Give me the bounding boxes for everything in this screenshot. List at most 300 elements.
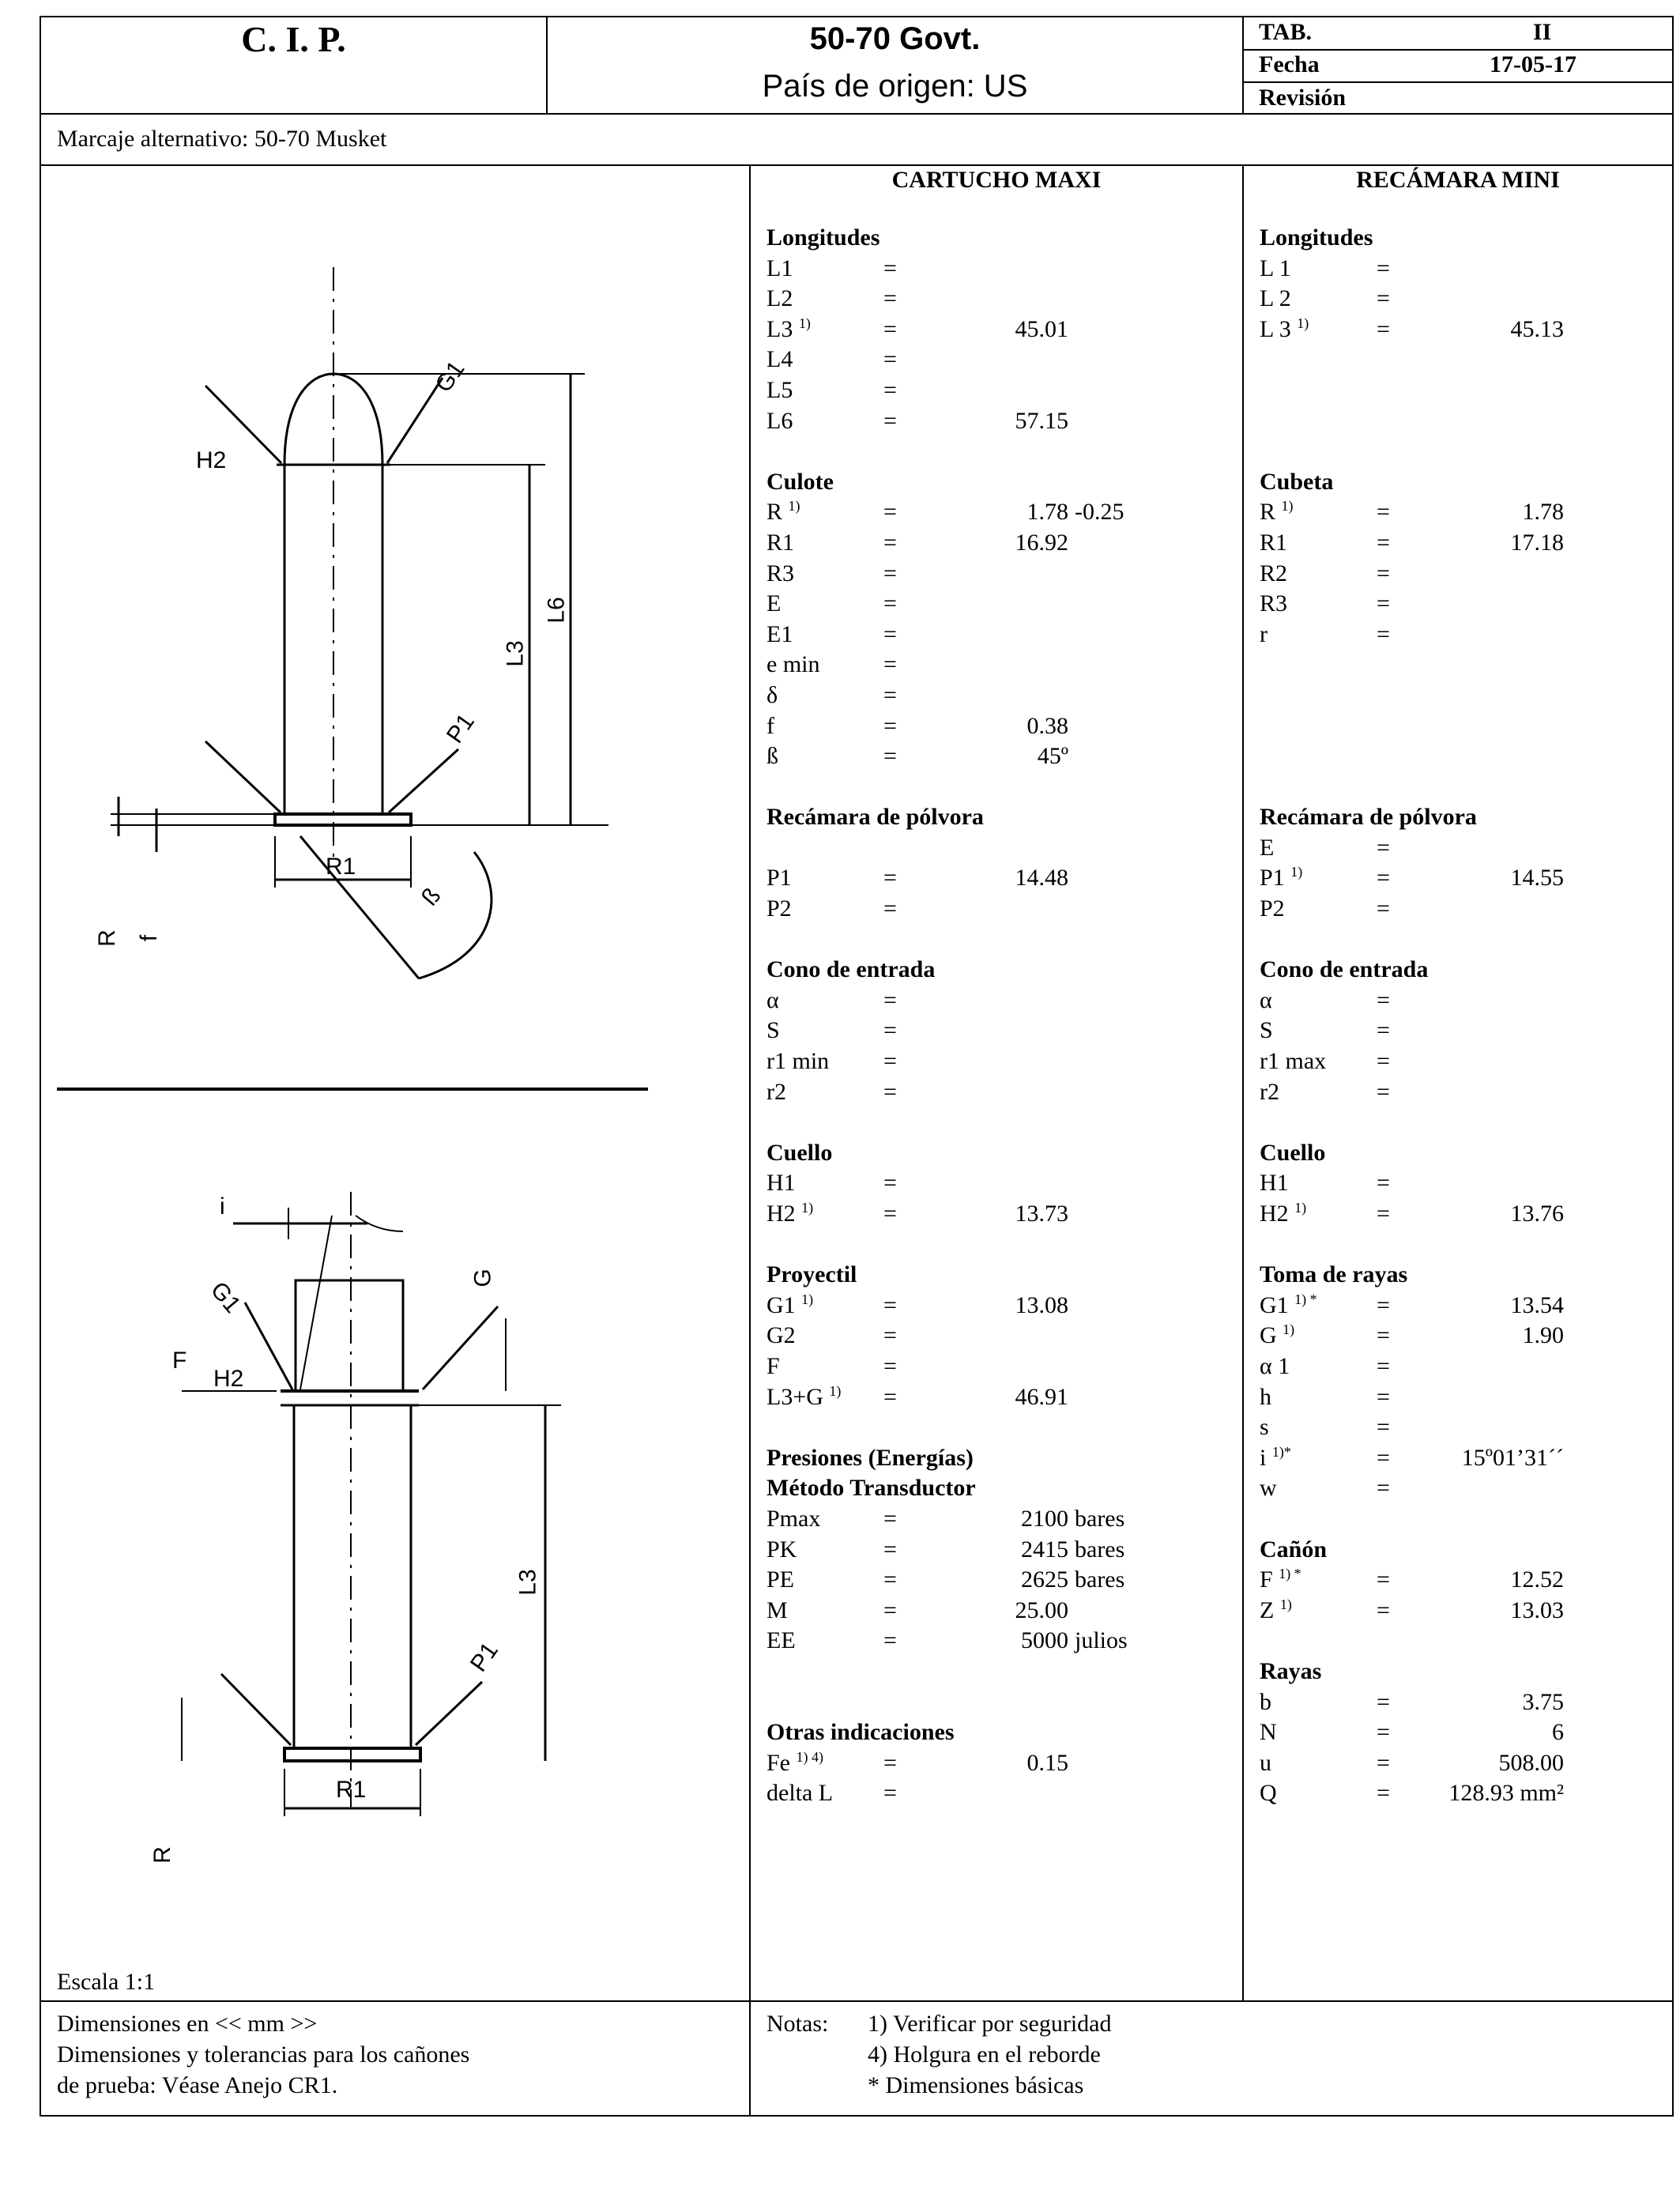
section-heading-label: Proyectil	[767, 1261, 857, 1288]
data-row	[1260, 1748, 1671, 1779]
data-row	[767, 1230, 1233, 1261]
row-label: L2	[767, 285, 793, 312]
row-value: 13.08	[1015, 1291, 1068, 1318]
row-footnote-ref: 1)	[1294, 1200, 1307, 1216]
note-3: * Dimensiones básicas	[868, 2072, 1084, 2098]
data-row	[1260, 1412, 1671, 1443]
row-label: S	[767, 1017, 780, 1044]
row-label: L3+G $^{1)}$	[767, 1382, 842, 1410]
beta-line	[300, 836, 419, 978]
data-row	[767, 1199, 1233, 1230]
note-2: 4) Holgura en el reborde	[868, 2041, 1101, 2068]
row-label: h	[1260, 1383, 1271, 1410]
row-equals: =	[883, 895, 897, 922]
data-row	[1260, 436, 1671, 467]
section-heading-label: Otras indicaciones	[767, 1719, 955, 1746]
row-value: 14.48	[1015, 865, 1068, 892]
data-row	[1260, 1504, 1671, 1535]
row-footnote-ref: 1)	[788, 498, 800, 515]
row-equals: =	[1377, 590, 1390, 617]
row-equals: =	[883, 1505, 897, 1532]
row-label: b	[1260, 1688, 1271, 1715]
row-value: 45º	[1037, 743, 1068, 770]
scale-text: Escala 1:1	[57, 1969, 156, 1995]
row-equals: =	[1377, 1566, 1390, 1593]
data-row	[1260, 1473, 1671, 1504]
data-row	[767, 284, 1233, 315]
row-value: 0.38	[1026, 712, 1068, 739]
data-row	[767, 406, 1233, 437]
label-p1-bottom: P1	[465, 1638, 503, 1677]
row-label: r2	[1260, 1078, 1279, 1105]
data-row	[1260, 528, 1671, 559]
section-heading-label: Cañón	[1260, 1536, 1328, 1563]
row-equals: =	[883, 651, 897, 678]
label-r-bottom: R	[149, 1846, 175, 1864]
row-label: H1	[1260, 1170, 1289, 1197]
row-label: L 2	[1260, 285, 1291, 312]
row-equals: =	[1377, 1475, 1390, 1502]
data-row	[767, 1291, 1233, 1321]
row-label: α	[767, 986, 779, 1013]
row-label: PK	[767, 1536, 797, 1563]
label-l3-bottom: L3	[514, 1569, 541, 1596]
section-heading	[767, 1138, 1233, 1169]
row-value: 2415	[1021, 1536, 1068, 1563]
caliber-title: 50-70 Govt.	[809, 21, 981, 56]
row-label: delta L	[767, 1780, 834, 1807]
row-value: 13.03	[1510, 1596, 1564, 1623]
data-row	[767, 1778, 1233, 1809]
section-heading-label: Longitudes	[767, 224, 880, 251]
row-equals: =	[1377, 1322, 1390, 1349]
label-i: i	[220, 1193, 225, 1220]
row-label: H2 $^{1)}$	[1260, 1200, 1307, 1227]
data-row	[1260, 925, 1671, 956]
data-row	[767, 497, 1233, 528]
data-row	[1260, 1291, 1671, 1321]
data-row	[1260, 345, 1671, 375]
row-label: u	[1260, 1749, 1271, 1776]
row-label: S	[1260, 1017, 1273, 1044]
cartucho-data-list	[767, 223, 1233, 1809]
data-row	[1260, 375, 1671, 406]
section-heading-label: Toma de rayas	[1260, 1261, 1408, 1288]
row-label: PE	[767, 1566, 795, 1593]
row-label: w	[1260, 1475, 1277, 1502]
data-row	[767, 1748, 1233, 1779]
row-value: 12.52	[1510, 1566, 1564, 1593]
row-footnote-ref: 1)	[801, 1200, 814, 1216]
row-equals: =	[1377, 1719, 1390, 1746]
row-label: G1 $^{1) *}$	[1260, 1291, 1317, 1318]
row-value: 16.92	[1015, 529, 1068, 556]
recamara-data-list	[1260, 223, 1671, 1809]
row-equals: =	[1377, 865, 1390, 892]
data-row	[767, 1657, 1233, 1687]
row-label: r1 max	[1260, 1048, 1327, 1075]
section-heading	[1260, 955, 1671, 986]
row-equals: =	[1377, 499, 1390, 526]
section-heading	[767, 223, 1233, 254]
row-value: 1.78	[1522, 499, 1564, 526]
data-row	[1260, 1107, 1671, 1138]
row-equals: =	[883, 1566, 897, 1593]
row-label: EE	[767, 1627, 796, 1654]
data-row	[767, 1321, 1233, 1351]
row-footnote-ref: 1) 4)	[796, 1748, 823, 1765]
data-row	[767, 1687, 1233, 1718]
row-footnote-ref: 1)	[1283, 1321, 1295, 1338]
data-row	[767, 680, 1233, 711]
data-row	[1260, 315, 1671, 345]
section-heading	[767, 802, 1233, 833]
data-row	[1260, 406, 1671, 437]
label-p1: P1	[441, 709, 480, 748]
row-label: P2	[1260, 895, 1285, 922]
row-equals: =	[883, 529, 897, 556]
data-row	[1260, 680, 1671, 711]
data-row	[1260, 1687, 1671, 1718]
row-value: 45.13	[1510, 315, 1564, 342]
data-row	[1260, 1321, 1671, 1351]
row-value: 13.54	[1510, 1291, 1564, 1318]
data-row	[1260, 772, 1671, 803]
fecha-label: Fecha	[1259, 51, 1320, 77]
data-row	[1260, 589, 1671, 620]
footer-line-1: Dimensiones en << mm >>	[57, 2011, 318, 2037]
data-row	[1260, 863, 1671, 894]
data-row	[767, 620, 1233, 650]
row-equals: =	[883, 285, 897, 312]
label-h2-bottom: H2	[213, 1366, 244, 1392]
data-row	[1260, 1596, 1671, 1627]
row-extra: bares	[1075, 1566, 1125, 1593]
row-label: F $^{1) *}$	[1260, 1566, 1301, 1593]
data-row	[1260, 1199, 1671, 1230]
row-equals: =	[1377, 1780, 1390, 1807]
row-equals: =	[883, 986, 897, 1013]
row-label: R3	[1260, 590, 1288, 617]
data-row	[767, 1168, 1233, 1199]
label-g: G	[469, 1269, 496, 1287]
data-row	[767, 1596, 1233, 1627]
row-equals: =	[883, 865, 897, 892]
row-equals: =	[1377, 560, 1390, 586]
row-equals: =	[883, 254, 897, 281]
row-equals: =	[883, 1596, 897, 1623]
data-row	[1260, 1565, 1671, 1596]
row-value: 17.18	[1510, 529, 1564, 556]
row-label: e min	[767, 651, 820, 678]
fecha-value: 17-05-17	[1490, 51, 1576, 77]
row-label: α 1	[1260, 1352, 1290, 1379]
data-row	[1260, 1351, 1671, 1382]
row-label: P1 $^{1)}$	[1260, 864, 1303, 892]
data-row	[767, 1107, 1233, 1138]
section-heading-label: Recámara de pólvora	[767, 804, 984, 831]
row-value: 128.93 mm²	[1448, 1780, 1564, 1807]
section-heading	[1260, 1535, 1671, 1566]
row-value: 13.73	[1015, 1201, 1068, 1227]
row-label: L6	[767, 407, 793, 434]
row-value: 508.00	[1498, 1749, 1564, 1776]
row-value: 25.00	[1015, 1596, 1068, 1623]
row-label: L 1	[1260, 254, 1291, 281]
row-footnote-ref: 1)	[1290, 864, 1303, 880]
row-equals: =	[1377, 895, 1390, 922]
row-value: 5000	[1021, 1627, 1068, 1654]
recamara-title: RECÁMARA MINI	[1356, 167, 1560, 193]
data-row	[1260, 620, 1671, 650]
row-label: Fe $^{1) 4)}$	[767, 1748, 823, 1776]
row-equals: =	[1377, 285, 1390, 312]
data-row	[1260, 833, 1671, 864]
row-equals: =	[1377, 1596, 1390, 1623]
row-value: 6	[1552, 1719, 1564, 1746]
row-equals: =	[1377, 1048, 1390, 1075]
row-label: r	[1260, 620, 1268, 647]
section-heading-label: Cuello	[767, 1139, 833, 1166]
row-equals: =	[883, 1749, 897, 1776]
row-footnote-ref: 1)	[1281, 498, 1294, 515]
row-label: L5	[767, 376, 793, 403]
data-row	[767, 741, 1233, 772]
row-equals: =	[883, 1352, 897, 1379]
row-label: f	[767, 712, 774, 739]
section-heading	[1260, 467, 1671, 498]
origin-text: País de origen: US	[762, 69, 1028, 104]
data-row	[1260, 1382, 1671, 1413]
data-row	[767, 1046, 1233, 1077]
row-label: E	[1260, 834, 1275, 861]
section-heading-label: Rayas	[1260, 1657, 1322, 1684]
label-r1: R1	[326, 854, 356, 880]
row-equals: =	[883, 346, 897, 373]
row-extra: -0.25	[1075, 499, 1124, 526]
label-l6: L6	[543, 597, 570, 624]
alt-marking-text: Marcaje alternativo: 50-70 Musket	[57, 126, 387, 152]
row-equals: =	[1377, 1078, 1390, 1105]
row-equals: =	[883, 681, 897, 708]
section-heading	[767, 1443, 1233, 1474]
row-equals: =	[883, 1291, 897, 1318]
row-equals: =	[883, 590, 897, 617]
section-heading-label: Método Transductor	[767, 1475, 976, 1502]
data-row	[767, 833, 1233, 864]
data-row	[767, 772, 1233, 803]
data-row	[767, 1565, 1233, 1596]
section-heading-label: Cuello	[1260, 1139, 1326, 1166]
row-label: G2	[767, 1322, 796, 1349]
cartucho-title: CARTUCHO MAXI	[891, 167, 1102, 193]
row-label: E	[767, 590, 782, 617]
data-row	[1260, 1626, 1671, 1657]
row-label: R2	[1260, 560, 1288, 586]
row-equals: =	[1377, 1383, 1390, 1410]
data-row	[767, 711, 1233, 742]
row-equals: =	[883, 1170, 897, 1197]
data-row	[767, 986, 1233, 1016]
data-row	[767, 894, 1233, 925]
row-label: H1	[767, 1170, 796, 1197]
row-equals: =	[1377, 1749, 1390, 1776]
row-label: i $^{1)*}$	[1260, 1443, 1291, 1471]
data-row	[767, 375, 1233, 406]
section-heading	[1260, 223, 1671, 254]
row-label: r1 min	[767, 1048, 830, 1075]
section-heading	[767, 467, 1233, 498]
data-row	[1260, 650, 1671, 680]
label-beta: ß	[416, 883, 446, 911]
footer-line-3: de prueba: Véase Anejo CR1.	[57, 2072, 338, 2098]
row-equals: =	[883, 712, 897, 739]
row-value: 2625	[1021, 1566, 1068, 1593]
note-1: 1) Verificar por seguridad	[868, 2011, 1112, 2037]
row-equals: =	[883, 1383, 897, 1410]
data-row	[1260, 1168, 1671, 1199]
data-row	[767, 1016, 1233, 1046]
row-equals: =	[1377, 1017, 1390, 1044]
data-row	[1260, 1778, 1671, 1809]
row-label: ß	[767, 743, 778, 770]
row-label: E1	[767, 620, 793, 647]
row-footnote-ref: 1) *	[1294, 1291, 1317, 1307]
row-footnote-ref: 1)	[798, 315, 811, 331]
row-label: L3 $^{1)}$	[767, 315, 811, 342]
bullet-body	[296, 1280, 403, 1391]
data-row	[1260, 986, 1671, 1016]
row-equals: =	[1377, 1444, 1390, 1471]
data-row	[767, 436, 1233, 467]
row-equals: =	[883, 1780, 897, 1807]
data-row	[767, 254, 1233, 285]
section-heading	[1260, 1657, 1671, 1687]
row-equals: =	[1377, 986, 1390, 1013]
p1-arrow-right-bottom	[416, 1682, 482, 1745]
row-equals: =	[883, 1078, 897, 1105]
data-row	[767, 315, 1233, 345]
row-value: 15º01’31´´	[1461, 1444, 1564, 1471]
label-f-bottom: F	[172, 1348, 187, 1374]
row-footnote-ref: 1) *	[1279, 1566, 1301, 1582]
row-equals: =	[1377, 1291, 1390, 1318]
row-label: M	[767, 1596, 788, 1623]
row-equals: =	[883, 1627, 897, 1654]
row-extra: bares	[1075, 1536, 1125, 1563]
row-equals: =	[883, 407, 897, 434]
data-row	[767, 528, 1233, 559]
data-row	[1260, 1443, 1671, 1474]
data-row	[1260, 1046, 1671, 1077]
data-row	[1260, 1717, 1671, 1748]
row-value: 46.91	[1015, 1383, 1068, 1410]
data-row	[1260, 497, 1671, 528]
data-row	[767, 1626, 1233, 1657]
row-label: R3	[767, 560, 795, 586]
section-heading	[1260, 1260, 1671, 1291]
p1-arrow-left-bottom	[221, 1674, 291, 1745]
data-row	[1260, 894, 1671, 925]
row-label: s	[1260, 1414, 1269, 1441]
row-label: R1	[767, 529, 795, 556]
data-row	[767, 650, 1233, 680]
row-value: 13.76	[1510, 1201, 1564, 1227]
data-row	[767, 1382, 1233, 1413]
section-heading	[1260, 802, 1671, 833]
section-heading	[767, 955, 1233, 986]
section-heading	[1260, 1138, 1671, 1169]
row-value: 2100	[1021, 1505, 1068, 1532]
data-row	[1260, 711, 1671, 742]
row-equals: =	[1377, 1170, 1390, 1197]
row-equals: =	[1377, 834, 1390, 861]
row-value: 57.15	[1015, 407, 1068, 434]
row-value: 14.55	[1510, 865, 1564, 892]
row-footnote-ref: 1)	[801, 1291, 814, 1307]
row-label: F	[767, 1352, 780, 1379]
org-title: C. I. P.	[241, 19, 346, 59]
row-footnote-ref: 1)	[1297, 315, 1309, 331]
row-value: 3.75	[1522, 1688, 1564, 1715]
row-equals: =	[883, 499, 897, 526]
row-label: G $^{1)}$	[1260, 1321, 1295, 1349]
section-heading-label: Cubeta	[1260, 468, 1334, 495]
row-label: Pmax	[767, 1505, 821, 1532]
data-row	[767, 559, 1233, 590]
data-row	[1260, 1016, 1671, 1046]
row-equals: =	[1377, 315, 1390, 342]
row-value: 1.78	[1026, 499, 1068, 526]
data-row	[1260, 1077, 1671, 1108]
row-equals: =	[1377, 254, 1390, 281]
section-heading-label: Longitudes	[1260, 224, 1373, 251]
notes-label: Notas:	[767, 2011, 829, 2037]
row-value: 45.01	[1015, 315, 1068, 342]
data-row	[1260, 1230, 1671, 1261]
row-value: 0.15	[1026, 1749, 1068, 1776]
tab-value: II	[1533, 19, 1552, 45]
row-extra: julios	[1075, 1627, 1128, 1654]
data-row	[767, 1351, 1233, 1382]
revision-label: Revisión	[1259, 85, 1347, 111]
row-label: δ	[767, 681, 778, 708]
data-row	[767, 925, 1233, 956]
row-label: L 3 $^{1)}$	[1260, 315, 1309, 342]
row-equals: =	[883, 1536, 897, 1563]
row-equals: =	[883, 560, 897, 586]
label-g1: G1	[430, 356, 470, 398]
row-label: N	[1260, 1719, 1277, 1746]
row-equals: =	[883, 620, 897, 647]
g1-arrow-bottom	[245, 1302, 292, 1389]
row-equals: =	[883, 1017, 897, 1044]
row-equals: =	[1377, 620, 1390, 647]
row-equals: =	[883, 743, 897, 770]
data-row	[767, 1412, 1233, 1443]
row-label: r2	[767, 1078, 786, 1105]
case-rim	[275, 814, 411, 825]
section-heading-label: Culote	[767, 468, 834, 495]
row-equals: =	[1377, 529, 1390, 556]
section-heading-label: Recámara de pólvora	[1260, 804, 1477, 831]
row-footnote-ref: 1)	[1279, 1596, 1292, 1612]
row-label: G1 $^{1)}$	[767, 1291, 814, 1318]
section-heading-label: Cono de entrada	[1260, 956, 1429, 983]
section-heading-label: Cono de entrada	[767, 956, 936, 983]
data-row	[1260, 741, 1671, 772]
section-heading	[767, 1260, 1233, 1291]
